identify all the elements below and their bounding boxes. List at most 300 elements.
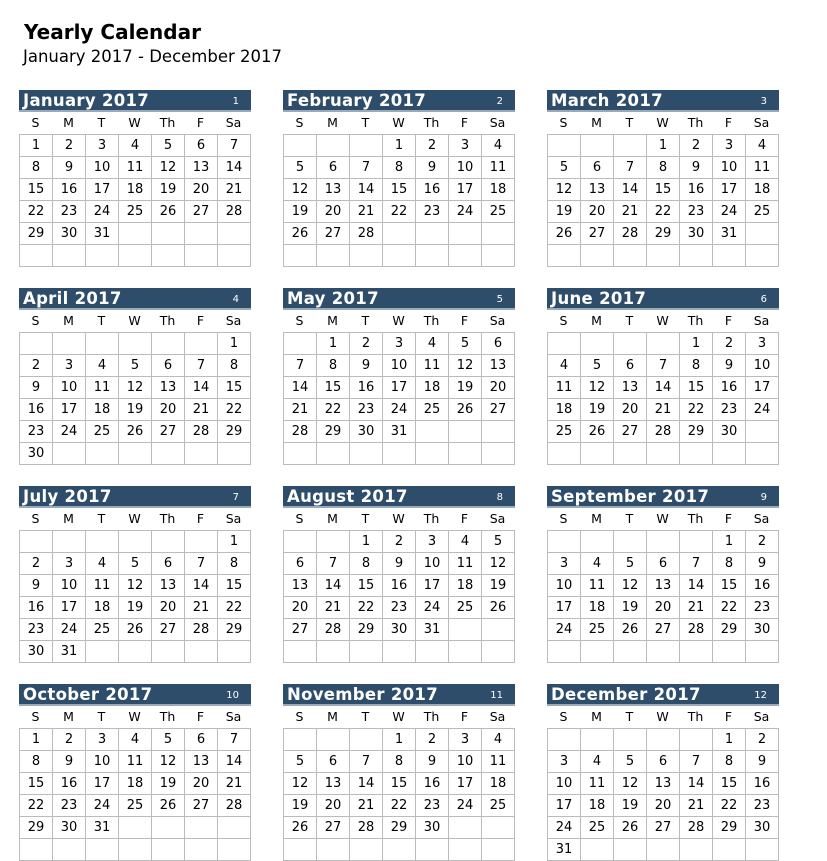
weekday-label: F (724, 511, 733, 526)
day-cell: 16 (416, 179, 449, 201)
day-cell: 1 (383, 135, 416, 157)
weekday-row (283, 310, 515, 332)
day-cell (449, 641, 482, 663)
day-cell: 13 (581, 179, 614, 201)
weekday-label: F (196, 115, 205, 130)
day-cell: 27 (152, 421, 185, 443)
weekday-label: M (327, 313, 338, 328)
day-cell: 17 (548, 795, 581, 817)
day-cell (416, 421, 449, 443)
day-cell (383, 839, 416, 861)
month-number: 7 (232, 492, 239, 503)
day-cell: 18 (86, 597, 119, 619)
day-cell: 24 (746, 399, 779, 421)
month-number: 8 (496, 492, 503, 503)
month-block (547, 288, 779, 465)
day-cell: 9 (20, 575, 53, 597)
day-cell (53, 839, 86, 861)
day-cell: 13 (647, 575, 680, 597)
weekday-label: F (460, 511, 469, 526)
day-cell: 18 (119, 179, 152, 201)
day-cell (614, 641, 647, 663)
day-cell: 1 (647, 135, 680, 157)
day-cell: 5 (119, 355, 152, 377)
day-cell: 27 (284, 619, 317, 641)
day-cell: 6 (284, 553, 317, 575)
month-header (283, 288, 515, 310)
month-name: April 2017 (23, 289, 122, 308)
weekday-label: T (625, 511, 634, 526)
month-header (19, 486, 251, 508)
day-cell (548, 729, 581, 751)
day-cell: 11 (86, 377, 119, 399)
day-cell: 26 (119, 619, 152, 641)
day-grid (19, 332, 251, 465)
month-block (283, 486, 515, 663)
day-cell (581, 531, 614, 553)
day-cell: 9 (53, 157, 86, 179)
weekday-row (19, 112, 251, 134)
day-cell: 16 (20, 399, 53, 421)
month-header (19, 684, 251, 706)
day-cell: 21 (350, 201, 383, 223)
day-cell (86, 245, 119, 267)
weekday-label: Th (687, 709, 704, 724)
day-cell: 10 (53, 377, 86, 399)
weekday-label: Sa (489, 511, 506, 526)
day-cell: 12 (284, 179, 317, 201)
day-cell: 9 (383, 553, 416, 575)
day-cell: 15 (680, 377, 713, 399)
day-cell: 30 (350, 421, 383, 443)
weekday-label: Th (423, 511, 440, 526)
day-cell: 9 (713, 355, 746, 377)
day-cell: 10 (86, 157, 119, 179)
day-cell (416, 839, 449, 861)
day-cell (152, 443, 185, 465)
day-cell: 4 (581, 553, 614, 575)
day-cell: 18 (416, 377, 449, 399)
day-cell: 12 (548, 179, 581, 201)
day-cell: 18 (119, 773, 152, 795)
day-cell: 2 (680, 135, 713, 157)
day-cell: 23 (53, 201, 86, 223)
day-cell: 14 (680, 773, 713, 795)
weekday-label: S (295, 709, 304, 724)
day-cell (152, 531, 185, 553)
day-cell (449, 619, 482, 641)
day-cell: 28 (350, 817, 383, 839)
day-cell (218, 641, 251, 663)
day-cell: 22 (317, 399, 350, 421)
day-cell (416, 641, 449, 663)
day-cell: 25 (581, 817, 614, 839)
month-name: October 2017 (23, 685, 153, 704)
day-cell: 16 (53, 179, 86, 201)
day-cell: 28 (185, 619, 218, 641)
day-cell: 29 (383, 817, 416, 839)
day-cell (647, 443, 680, 465)
day-cell: 7 (614, 157, 647, 179)
day-cell: 3 (383, 333, 416, 355)
day-cell: 3 (449, 135, 482, 157)
weekday-row (547, 112, 779, 134)
day-cell: 10 (548, 773, 581, 795)
day-cell: 16 (746, 575, 779, 597)
day-cell: 29 (20, 817, 53, 839)
day-cell: 14 (647, 377, 680, 399)
day-cell: 26 (284, 817, 317, 839)
month-name: June 2017 (551, 289, 647, 308)
day-cell: 7 (350, 751, 383, 773)
day-cell (581, 135, 614, 157)
weekday-row (19, 310, 251, 332)
day-cell: 7 (647, 355, 680, 377)
day-cell (284, 245, 317, 267)
day-cell: 20 (647, 795, 680, 817)
day-cell: 24 (548, 817, 581, 839)
day-grid (547, 134, 779, 267)
day-cell: 11 (416, 355, 449, 377)
day-cell: 19 (482, 575, 515, 597)
day-cell: 20 (581, 201, 614, 223)
day-cell: 8 (383, 157, 416, 179)
day-cell (119, 641, 152, 663)
weekday-label: T (97, 313, 106, 328)
day-grid (283, 332, 515, 465)
day-cell: 15 (218, 575, 251, 597)
day-cell: 11 (482, 751, 515, 773)
day-cell (284, 443, 317, 465)
day-cell (449, 245, 482, 267)
day-cell: 12 (482, 553, 515, 575)
day-cell (647, 333, 680, 355)
day-cell: 7 (317, 553, 350, 575)
day-cell: 3 (416, 531, 449, 553)
page-title: Yearly Calendar (24, 20, 201, 44)
day-cell: 26 (119, 421, 152, 443)
day-cell: 20 (614, 399, 647, 421)
month-header (283, 684, 515, 706)
day-cell: 28 (647, 421, 680, 443)
weekday-label: M (327, 511, 338, 526)
day-cell: 27 (581, 223, 614, 245)
day-cell: 15 (20, 179, 53, 201)
month-block (547, 486, 779, 663)
day-cell: 2 (53, 729, 86, 751)
day-cell: 28 (218, 795, 251, 817)
day-cell (317, 729, 350, 751)
month-name: March 2017 (551, 91, 663, 110)
weekday-label: F (196, 511, 205, 526)
day-cell (581, 641, 614, 663)
month-name: November 2017 (287, 685, 438, 704)
day-cell: 9 (746, 553, 779, 575)
month-block (547, 90, 779, 267)
day-cell: 22 (218, 399, 251, 421)
day-cell (581, 839, 614, 861)
month-header (283, 90, 515, 112)
weekday-label: Th (159, 511, 176, 526)
day-cell: 4 (86, 355, 119, 377)
day-cell: 4 (482, 135, 515, 157)
day-cell: 11 (581, 575, 614, 597)
day-cell: 2 (416, 135, 449, 157)
weekday-label: Sa (489, 313, 506, 328)
month-number: 11 (490, 690, 503, 701)
day-cell (119, 817, 152, 839)
day-cell: 17 (449, 773, 482, 795)
day-cell: 8 (317, 355, 350, 377)
day-cell: 22 (218, 597, 251, 619)
day-cell (680, 839, 713, 861)
day-cell: 9 (416, 751, 449, 773)
day-cell: 30 (53, 223, 86, 245)
day-cell: 18 (746, 179, 779, 201)
weekday-label: Sa (225, 709, 242, 724)
weekday-label: F (724, 313, 733, 328)
weekday-label: T (97, 115, 106, 130)
day-cell (746, 245, 779, 267)
day-cell: 7 (218, 729, 251, 751)
day-cell (614, 245, 647, 267)
weekday-label: Sa (489, 709, 506, 724)
day-cell (746, 421, 779, 443)
day-cell: 12 (581, 377, 614, 399)
weekday-label: W (656, 709, 669, 724)
weekday-label: S (559, 115, 568, 130)
day-cell (86, 531, 119, 553)
day-cell: 9 (680, 157, 713, 179)
day-grid (19, 530, 251, 663)
month-header (547, 486, 779, 508)
day-cell: 11 (86, 575, 119, 597)
day-cell: 31 (713, 223, 746, 245)
month-name: February 2017 (287, 91, 427, 110)
day-cell (647, 245, 680, 267)
day-cell: 2 (746, 531, 779, 553)
day-cell: 18 (482, 773, 515, 795)
day-cell: 3 (53, 355, 86, 377)
weekday-label: Th (423, 709, 440, 724)
day-cell: 21 (647, 399, 680, 421)
day-cell: 22 (350, 597, 383, 619)
day-cell: 3 (86, 729, 119, 751)
day-cell (614, 135, 647, 157)
day-cell (449, 817, 482, 839)
month-block (19, 90, 251, 267)
day-cell: 21 (680, 597, 713, 619)
day-cell: 20 (482, 377, 515, 399)
day-cell: 5 (581, 355, 614, 377)
day-cell: 24 (383, 399, 416, 421)
day-cell: 1 (713, 531, 746, 553)
day-cell: 22 (383, 795, 416, 817)
day-cell: 25 (416, 399, 449, 421)
day-grid (547, 332, 779, 465)
day-cell: 8 (647, 157, 680, 179)
weekday-label: T (361, 115, 370, 130)
day-cell: 16 (53, 773, 86, 795)
day-cell: 27 (647, 817, 680, 839)
day-cell: 13 (284, 575, 317, 597)
day-cell: 21 (680, 795, 713, 817)
weekday-label: F (196, 313, 205, 328)
day-grid (283, 728, 515, 861)
day-cell (713, 839, 746, 861)
day-cell: 13 (317, 773, 350, 795)
day-cell (482, 817, 515, 839)
day-cell: 22 (20, 201, 53, 223)
day-cell: 23 (416, 795, 449, 817)
day-cell: 24 (713, 201, 746, 223)
day-cell: 20 (647, 597, 680, 619)
weekday-label: S (295, 313, 304, 328)
day-cell (416, 245, 449, 267)
day-cell: 27 (185, 795, 218, 817)
day-cell: 6 (152, 355, 185, 377)
day-cell: 12 (152, 751, 185, 773)
day-cell: 29 (218, 421, 251, 443)
day-cell (218, 443, 251, 465)
day-cell: 13 (152, 575, 185, 597)
day-cell: 20 (185, 773, 218, 795)
weekday-label: T (625, 115, 634, 130)
day-cell: 31 (383, 421, 416, 443)
day-cell: 29 (647, 223, 680, 245)
day-cell: 14 (185, 377, 218, 399)
day-cell (416, 443, 449, 465)
day-cell: 28 (680, 817, 713, 839)
day-cell: 25 (86, 619, 119, 641)
weekday-label: S (295, 115, 304, 130)
day-cell: 23 (383, 597, 416, 619)
month-number: 9 (760, 492, 767, 503)
day-cell (20, 839, 53, 861)
day-cell: 30 (53, 817, 86, 839)
day-cell (548, 135, 581, 157)
day-cell: 11 (746, 157, 779, 179)
month-name: December 2017 (551, 685, 701, 704)
day-cell: 10 (713, 157, 746, 179)
day-cell (119, 333, 152, 355)
weekday-label: S (31, 511, 40, 526)
day-cell: 15 (713, 575, 746, 597)
month-header (547, 684, 779, 706)
day-cell: 4 (416, 333, 449, 355)
day-cell (218, 839, 251, 861)
day-cell (119, 223, 152, 245)
day-cell (317, 839, 350, 861)
day-cell: 25 (119, 795, 152, 817)
day-cell: 10 (449, 751, 482, 773)
day-cell: 21 (350, 795, 383, 817)
day-cell: 20 (152, 399, 185, 421)
month-name: May 2017 (287, 289, 379, 308)
day-cell: 17 (713, 179, 746, 201)
day-cell: 19 (284, 795, 317, 817)
day-cell (548, 443, 581, 465)
day-cell: 16 (350, 377, 383, 399)
day-cell (53, 245, 86, 267)
day-cell: 7 (680, 553, 713, 575)
day-cell: 23 (746, 597, 779, 619)
day-cell: 29 (317, 421, 350, 443)
day-cell: 18 (581, 795, 614, 817)
day-cell (449, 443, 482, 465)
day-cell: 28 (350, 223, 383, 245)
month-number: 10 (226, 690, 239, 701)
day-grid (283, 134, 515, 267)
day-cell: 6 (647, 553, 680, 575)
day-cell: 15 (383, 179, 416, 201)
day-cell: 17 (53, 597, 86, 619)
day-cell: 13 (152, 377, 185, 399)
weekday-label: T (97, 511, 106, 526)
day-cell: 24 (449, 795, 482, 817)
day-cell: 13 (317, 179, 350, 201)
weekday-row (283, 706, 515, 728)
day-cell: 28 (680, 619, 713, 641)
day-cell (284, 333, 317, 355)
weekday-label: Th (687, 511, 704, 526)
day-cell: 13 (647, 773, 680, 795)
day-cell (614, 333, 647, 355)
day-cell: 27 (152, 619, 185, 641)
day-cell (152, 839, 185, 861)
day-cell (680, 641, 713, 663)
day-cell: 9 (416, 157, 449, 179)
day-cell: 25 (119, 201, 152, 223)
day-cell: 26 (449, 399, 482, 421)
day-grid (19, 728, 251, 861)
weekday-label: W (128, 115, 141, 130)
weekday-label: M (591, 709, 602, 724)
month-block (283, 90, 515, 267)
day-cell: 6 (482, 333, 515, 355)
weekday-label: T (361, 511, 370, 526)
day-cell (317, 443, 350, 465)
weekday-label: S (31, 115, 40, 130)
day-cell: 7 (680, 751, 713, 773)
day-cell: 30 (20, 641, 53, 663)
day-cell: 26 (614, 619, 647, 641)
day-cell: 31 (86, 817, 119, 839)
day-cell: 8 (713, 751, 746, 773)
day-cell: 30 (680, 223, 713, 245)
weekday-label: W (128, 313, 141, 328)
day-cell (614, 531, 647, 553)
day-cell: 2 (20, 553, 53, 575)
day-cell (350, 729, 383, 751)
day-cell (185, 245, 218, 267)
day-cell: 2 (746, 729, 779, 751)
day-cell: 30 (383, 619, 416, 641)
day-cell: 31 (53, 641, 86, 663)
day-cell: 8 (383, 751, 416, 773)
day-cell (284, 641, 317, 663)
day-cell: 6 (614, 355, 647, 377)
day-cell: 19 (449, 377, 482, 399)
day-cell: 1 (350, 531, 383, 553)
weekday-label: M (63, 511, 74, 526)
day-cell: 11 (548, 377, 581, 399)
day-cell: 11 (449, 553, 482, 575)
weekday-label: Th (423, 313, 440, 328)
day-cell: 20 (317, 201, 350, 223)
weekday-label: Sa (225, 115, 242, 130)
day-grid (19, 134, 251, 267)
